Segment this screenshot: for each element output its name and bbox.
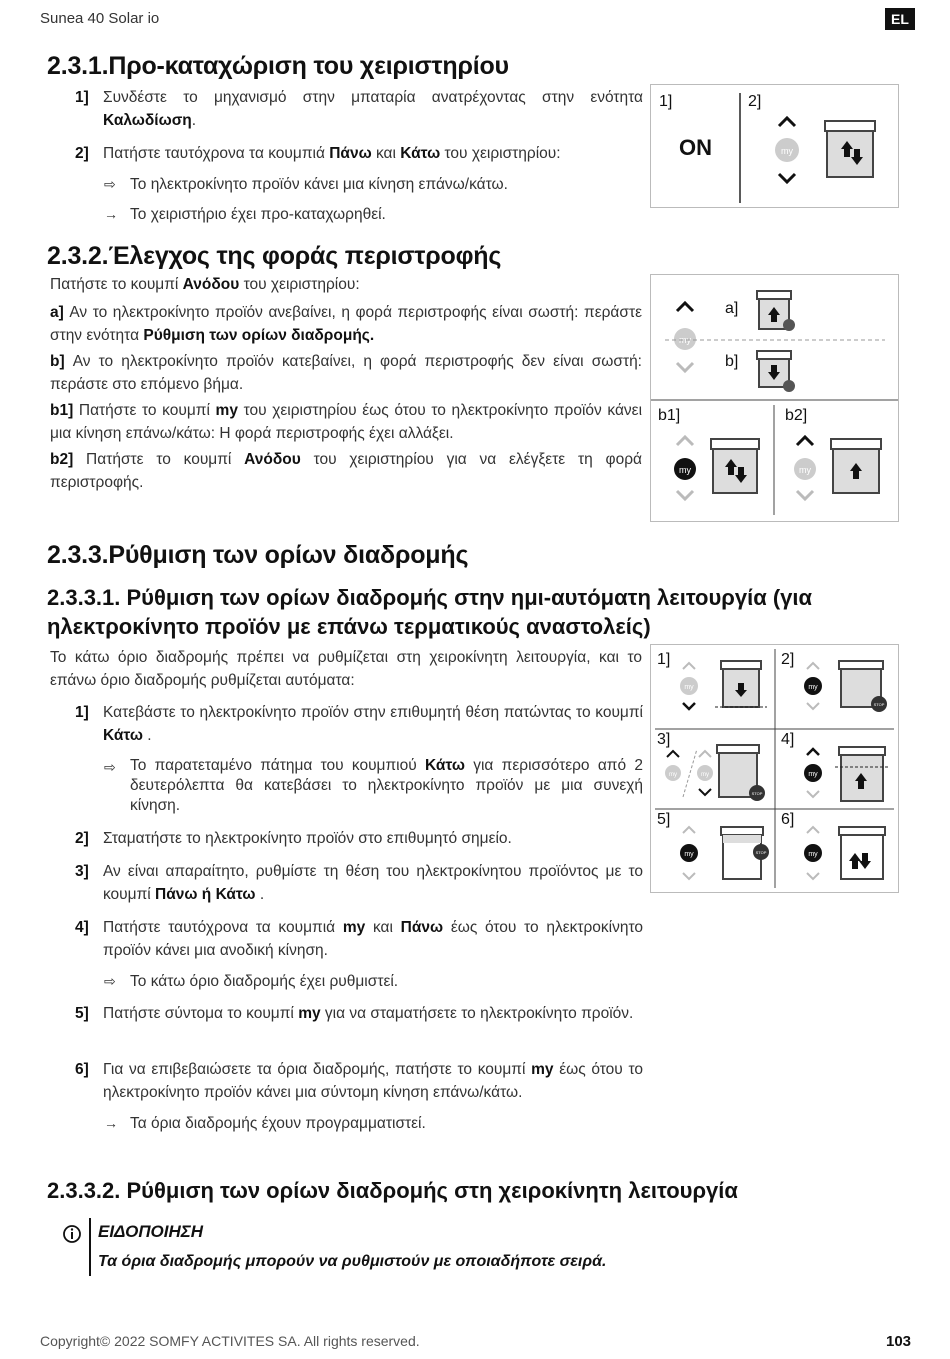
shade-up-down-icon (821, 117, 881, 181)
notice-bar (89, 1218, 91, 1276)
svg-text:my: my (781, 146, 793, 156)
svg-text:STOP: STOP (873, 702, 885, 707)
intro-text: Πατήστε το κουμπί Ανόδου του χειριστηρίου: (50, 276, 360, 293)
svg-text:my: my (679, 335, 691, 345)
figure-label: 3] (657, 731, 671, 748)
step-number: 6] (75, 1061, 89, 1078)
result-arrow-icon: → (104, 206, 118, 222)
step-text: Κατεβάστε το ηλεκτροκίνητο προϊόν στην επιθυμητή θέση πατώντας το κουμπί Κάτω . (103, 704, 643, 744)
notice-text: Τα όρια διαδρομής μπορούν να ρυθμιστούν με οποιαδήποτε σειρά. (98, 1253, 607, 1270)
remote-up-icon (671, 297, 701, 377)
svg-text:my: my (679, 465, 691, 475)
subsection-title-2332: 2.3.3.2. Ρύθμιση των ορίων διαδρομής στη χειροκίνητη λειτουργία (47, 1178, 738, 1203)
svg-text:my: my (669, 772, 677, 778)
case-b-text: b] Αν το ηλεκτροκίνητο προϊόν κατεβαίνει, η φορά περιστροφής δεν είναι σωστή: περάστε στο επόμενο βήμα. (50, 353, 642, 393)
shade-direction-icons (751, 287, 801, 397)
svg-text:my: my (701, 772, 709, 778)
step-text: Συνδέστε το μηχανισμό στην μπαταρία ανατρέχοντας στην ενότητα Καλωδίωση. (103, 89, 643, 129)
sub-result: Το κάτω όριο διαδρομής έχει ρυθμιστεί. (130, 973, 399, 990)
svg-text:my: my (684, 851, 694, 858)
figure-label: b2] (785, 407, 808, 424)
page-number: 103 (886, 1333, 912, 1350)
divider (739, 93, 741, 203)
footer-copyright: Copyright© 2022 SOMFY ACTIVITES SA. All rights reserved. (40, 1333, 420, 1349)
case-a-text: a] Αν το ηλεκτροκίνητο προϊόν ανεβαίνει, η φορά περιστροφής είναι σωστή: περάστε στην ενότητα Ρύθμιση των ορίων διαδρομής. (50, 304, 642, 344)
subsection-title-2331: 2.3.3.1. Ρύθμιση των ορίων διαδρομής στην ημι-αυτόματη λειτουργία (για ηλεκτροκίνητο προϊόν με επάνω τερματικούς αναστολείς) (47, 585, 813, 639)
svg-text:my: my (684, 684, 694, 691)
remote-up-shade-icon (791, 431, 891, 511)
svg-text:my: my (808, 771, 818, 778)
on-label: ON (679, 135, 712, 160)
step3-icon (663, 741, 771, 809)
hint-arrow-icon: ⇨ (104, 973, 116, 989)
step-number: 1] (75, 704, 89, 721)
header-product: Sunea 40 Solar io (40, 10, 160, 27)
step6-icon (803, 821, 893, 889)
figure-label: 4] (781, 731, 795, 748)
figure-label: b1] (658, 407, 681, 424)
step2-icon (803, 657, 893, 725)
sub-result: Το ηλεκτροκίνητο προϊόν κάνει μια κίνηση επάνω/κάτω. (130, 176, 508, 193)
step-text: Πατήστε σύντομα το κουμπί my για να σταματήσετε το ηλεκτροκίνητο προϊόν. (103, 1005, 634, 1022)
info-icon (62, 1224, 82, 1244)
step4-icon (803, 741, 893, 809)
figure-label: 1] (657, 651, 671, 668)
language-badge: EL (885, 8, 915, 30)
figure-233 (650, 644, 899, 893)
svg-text:STOP: STOP (755, 850, 767, 855)
step1-icon (679, 657, 769, 725)
step-text: Σταματήστε το ηλεκτροκίνητο προϊόν στο επιθυμητό σημείο. (103, 830, 512, 847)
figure-label: a] (725, 300, 739, 317)
sub-result: Το χειριστήριο έχει προ-καταχωρηθεί. (130, 206, 386, 223)
section-title-231: 2.3.1.Προ-καταχώριση του χειριστηρίου (47, 52, 509, 80)
step-number: 4] (75, 919, 89, 936)
step-number: 1] (75, 89, 89, 106)
remote-up-down-icon (771, 110, 811, 190)
svg-text:my: my (808, 851, 818, 858)
step-text: Αν είναι απαραίτητο, ρυθμίστε τη θέση του ηλεκτροκίνητου προϊόντος με το κουμπί Πάνω ή Κάτω . (103, 863, 643, 903)
figure-label: 2] (781, 651, 795, 668)
step-number: 5] (75, 1005, 89, 1022)
sub-hint: Το παρατεταμένο πάτημα του κουμπιού Κάτω για περισσότερο από 2 δευτερόλεπτα θα κατεβάσει το ηλεκτροκίνητο προϊόν με μια συνεχή κίνηση. (130, 757, 643, 814)
result-arrow-icon: → (104, 1115, 118, 1131)
case-b1-text: b1] Πατήστε το κουμπί my του χειριστηρίου έως ότου το ηλεκτροκίνητο προϊόν κάνει μια κίνηση επάνω/κάτω: Η φορά περιστροφής έχει αλλάξει. (50, 402, 643, 442)
step5-icon (679, 821, 769, 889)
figure-label: 6] (781, 811, 795, 828)
divider (651, 399, 898, 401)
step-text: Πατήστε ταυτόχρονα τα κουμπιά my και Πάνω έως ότου το ηλεκτροκίνητο προϊόν κάνει μια ανοδική κίνηση. (103, 919, 644, 959)
figure-231 (650, 84, 899, 208)
step-number: 3] (75, 863, 89, 880)
notice-title: ΕΙΔΟΠΟΙΗΣΗ (98, 1222, 204, 1241)
svg-text:my: my (808, 684, 818, 691)
intro-text: Το κάτω όριο διαδρομής πρέπει να ρυθμίζεται στη χειροκίνητη λειτουργία, και το επάνω όριο διαδρομής ρυθμίζεται αυτόματα: (50, 649, 642, 689)
figure-232 (650, 274, 899, 522)
step-text: Για να επιβεβαιώσετε τα όρια διαδρομής, πατήστε το κουμπί my έως ότου το ηλεκτροκίνητο προϊόν κάνει μια σύντομη κίνηση επάνω/κάτω. (103, 1061, 643, 1101)
svg-text:my: my (799, 465, 811, 475)
step-text: Πατήστε ταυτόχρονα τα κουμπιά Πάνω και Κάτω του χειριστηρίου: (103, 145, 561, 162)
figure-label: 5] (657, 811, 671, 828)
figure-label: 1] (659, 93, 673, 110)
remote-my-shade-icon (671, 431, 781, 511)
figure-label: b] (725, 353, 739, 370)
hint-arrow-icon: ⇨ (104, 176, 116, 192)
step-number: 2] (75, 145, 89, 162)
sub-result: Τα όρια διαδρομής έχουν προγραμματιστεί. (130, 1115, 426, 1132)
dashed-divider (665, 339, 885, 341)
section-title-232: 2.3.2.Έλεγχος της φοράς περιστροφής (47, 242, 502, 270)
figure-label: 2] (748, 93, 762, 110)
step-number: 2] (75, 830, 89, 847)
section-title-233: 2.3.3.Ρύθμιση των ορίων διαδρομής (47, 541, 469, 569)
hint-arrow-icon: ⇨ (104, 759, 116, 775)
case-b2-text: b2] Πατήστε το κουμπί Ανόδου του χειριστηρίου για να ελέγξετε τη φορά περιστροφής. (50, 451, 642, 491)
svg-text:STOP: STOP (751, 791, 763, 796)
